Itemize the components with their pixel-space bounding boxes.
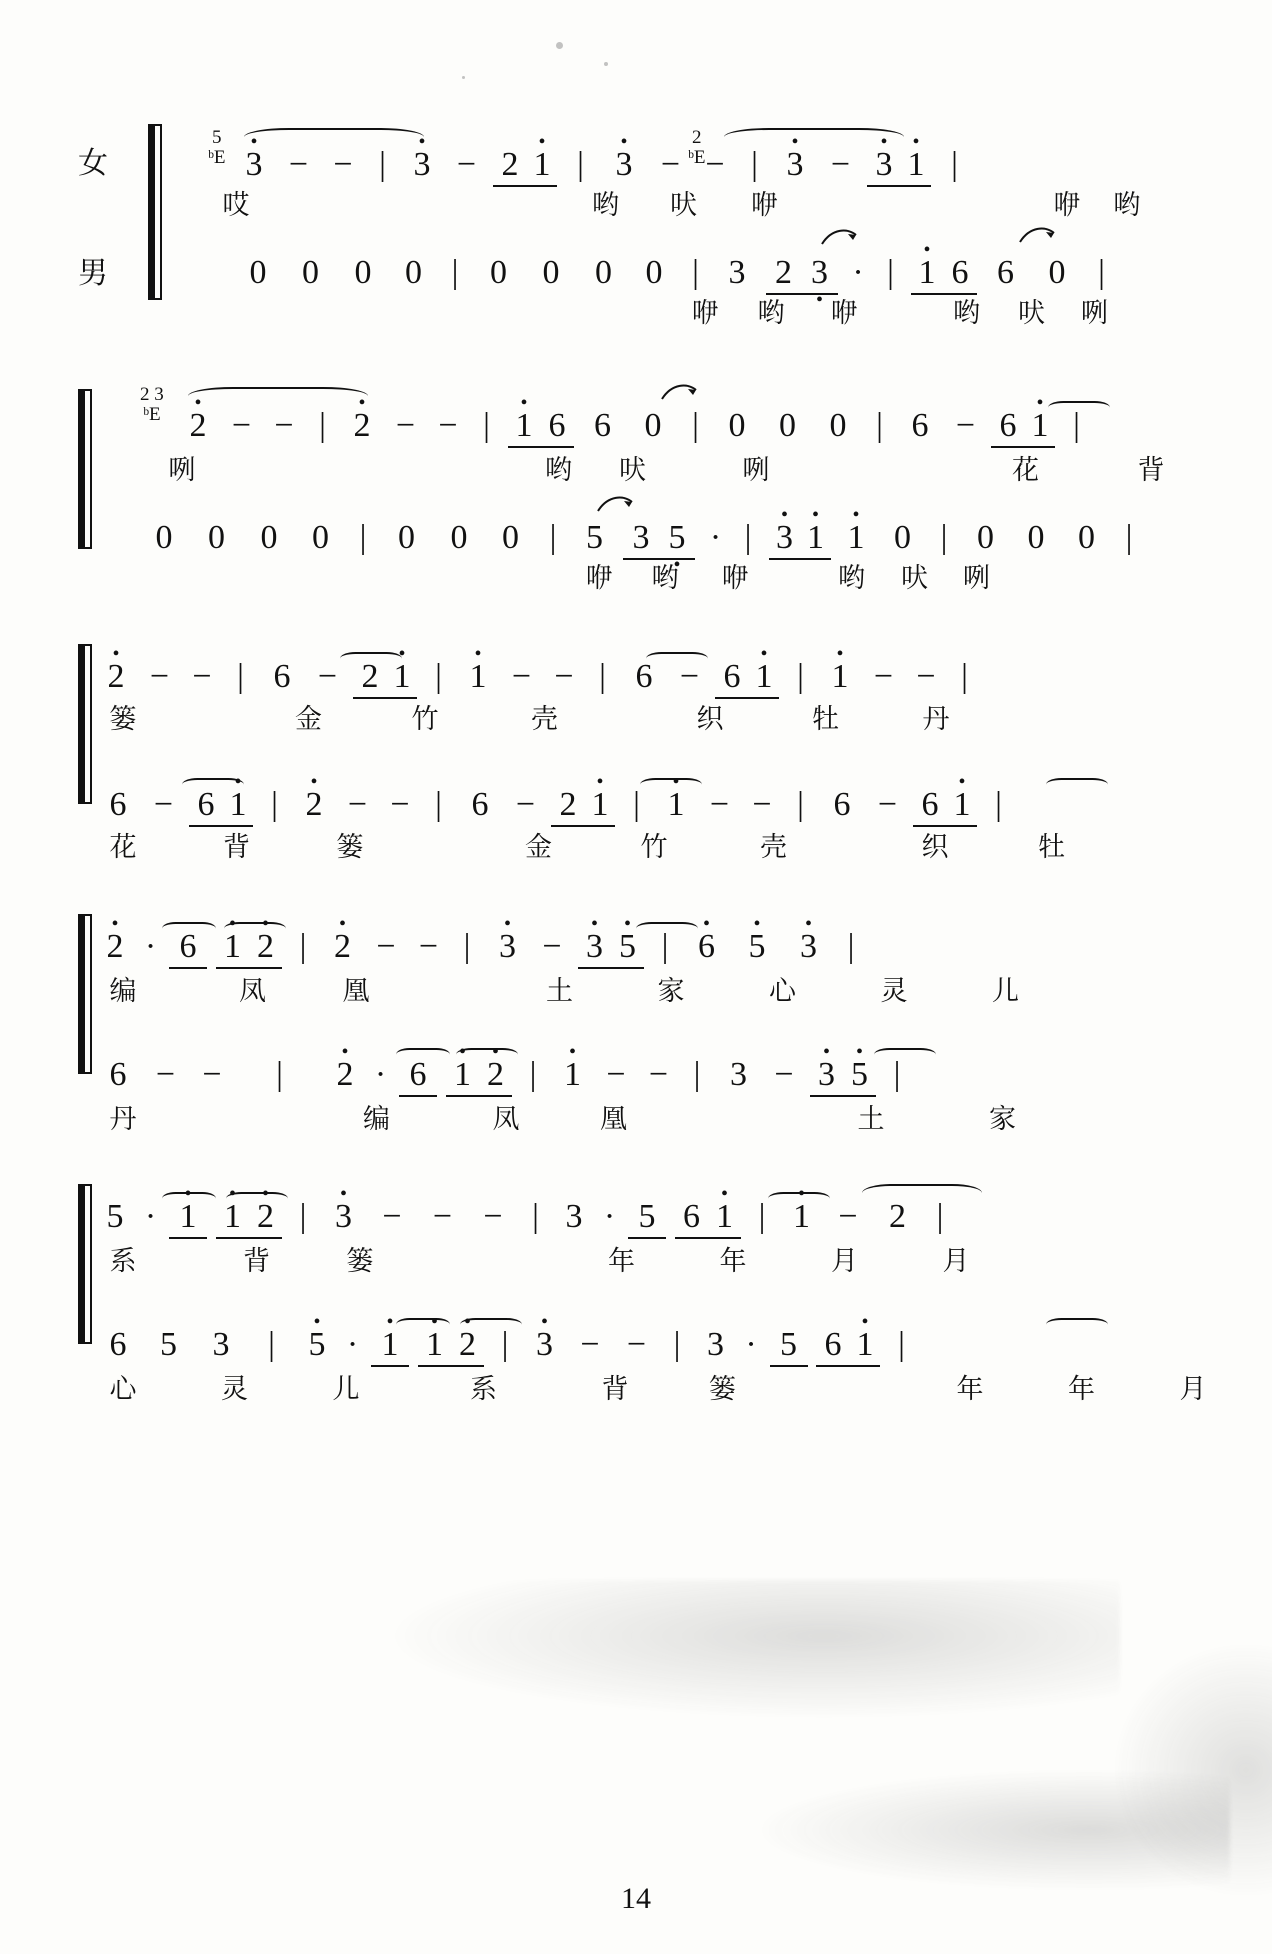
lyrics-female-3: 篓 金 竹 壳 织 牡 丹 xyxy=(109,704,950,734)
key-mark-3: 2 3 ᵇE xyxy=(140,384,164,425)
lyrics-male-3: 花 背 篓 金 竹 壳 织 牡 xyxy=(109,832,1065,862)
system-5 xyxy=(0,1170,1272,1404)
notes-female-2: • 2 − − | • 2 − − | • 1 6 6 0 | 0 0 0 | 6 − 6 • 1 | xyxy=(180,409,1090,448)
voice-label-male: 男 xyxy=(78,257,109,290)
system-bracket xyxy=(148,124,166,300)
notes-male-1: 0 0 0 0 | 0 0 0 0 | 3 2 3 • · | • 1 6 6 0 | xyxy=(236,256,1115,295)
system-3 xyxy=(0,630,1272,860)
lyrics-male-4: 丹 编 凤 凰 土 家 xyxy=(109,1104,1016,1134)
tie xyxy=(1046,1318,1108,1331)
slur xyxy=(724,128,904,146)
tie xyxy=(1046,778,1108,791)
system-2 xyxy=(0,375,1272,605)
slur xyxy=(244,128,424,146)
portamento-arrow-icon xyxy=(660,381,700,403)
system-bracket xyxy=(78,389,96,549)
voice-label-female: 女 xyxy=(78,147,109,180)
key-mark-1: 5 ᵇE xyxy=(208,127,226,168)
lyrics-female-4: 编 凤 凰 土 家 心 灵 儿 xyxy=(109,976,1019,1006)
lyrics-female-2: 咧 哟 吠 咧 花 背 xyxy=(168,455,1165,485)
tie xyxy=(1048,401,1110,414)
lyrics-male-1: 咿 哟 咿 哟 吠 咧 xyxy=(691,298,1108,328)
lyrics-male-2: 咿 哟 咿 哟 吠 咧 xyxy=(585,563,990,593)
notes-female-4: • 2 · 6 • 1 • 2 | • 2 − − | • 3 − • 3 • 5 | • 6 • 5 • 3 | xyxy=(98,930,864,969)
notes-female-1: • 3 − − | • 3 − 2 • 1 | • 3 − − | • 3 − • 3 • 1 | xyxy=(236,148,970,187)
portamento-arrow-icon xyxy=(596,493,636,515)
notes-male-5: 6 5 3 | • 5 · • 1 • 1 • 2 | • 3 − − | 3 · 5 6 • 1 | xyxy=(98,1328,915,1367)
lyrics-female-5: 系 背 篓 年 年 月 月 xyxy=(109,1246,970,1276)
notes-female-3: • 2 − − | 6 − 2 • 1 | • 1 − − | 6 − 6 • 1 | • 1 − − | xyxy=(98,660,978,699)
scan-speck xyxy=(462,76,465,79)
page-number: 14 xyxy=(621,1882,651,1915)
notes-male-2: 0 0 0 0 | 0 0 0 | 5 3 5 • · | • 3 • 1 • 1 0 | 0 0 0 | xyxy=(142,521,1142,560)
system-4 xyxy=(0,900,1272,1134)
portamento-arrow-icon xyxy=(1018,224,1058,246)
scan-smudge xyxy=(1110,1640,1272,1900)
scan-smudge xyxy=(760,1770,1230,1890)
scan-speck xyxy=(556,42,563,49)
slur xyxy=(188,387,368,405)
system-1 xyxy=(0,120,1272,340)
scan-speck xyxy=(604,62,608,66)
key-mark-2: 2 ᵇE xyxy=(688,127,706,168)
lyrics-male-5: 心 灵 儿 系 背 篓 年 年 月 xyxy=(109,1374,1207,1404)
notes-male-3: 6 − 6 • 1 | • 2 − − | 6 − 2 • 1 | • 1 − − | 6 − 6 • 1 | xyxy=(98,788,1012,827)
notes-male-4: 6 − − | • 2 · 6 • 1 • 2 | • 1 − − | 3 − • 3 • 5 | xyxy=(98,1058,910,1097)
portamento-arrow-icon xyxy=(820,226,860,248)
lyrics-female-1: 哎 哟 吠 咿 咿 哟 xyxy=(222,190,1141,220)
scan-smudge xyxy=(380,1580,1120,1720)
notes-female-5: 5 · • 1 • 1 • 2 | • 3 − − − | 3 · 5 6 • 1 | • 1 − 2 | xyxy=(98,1200,953,1239)
